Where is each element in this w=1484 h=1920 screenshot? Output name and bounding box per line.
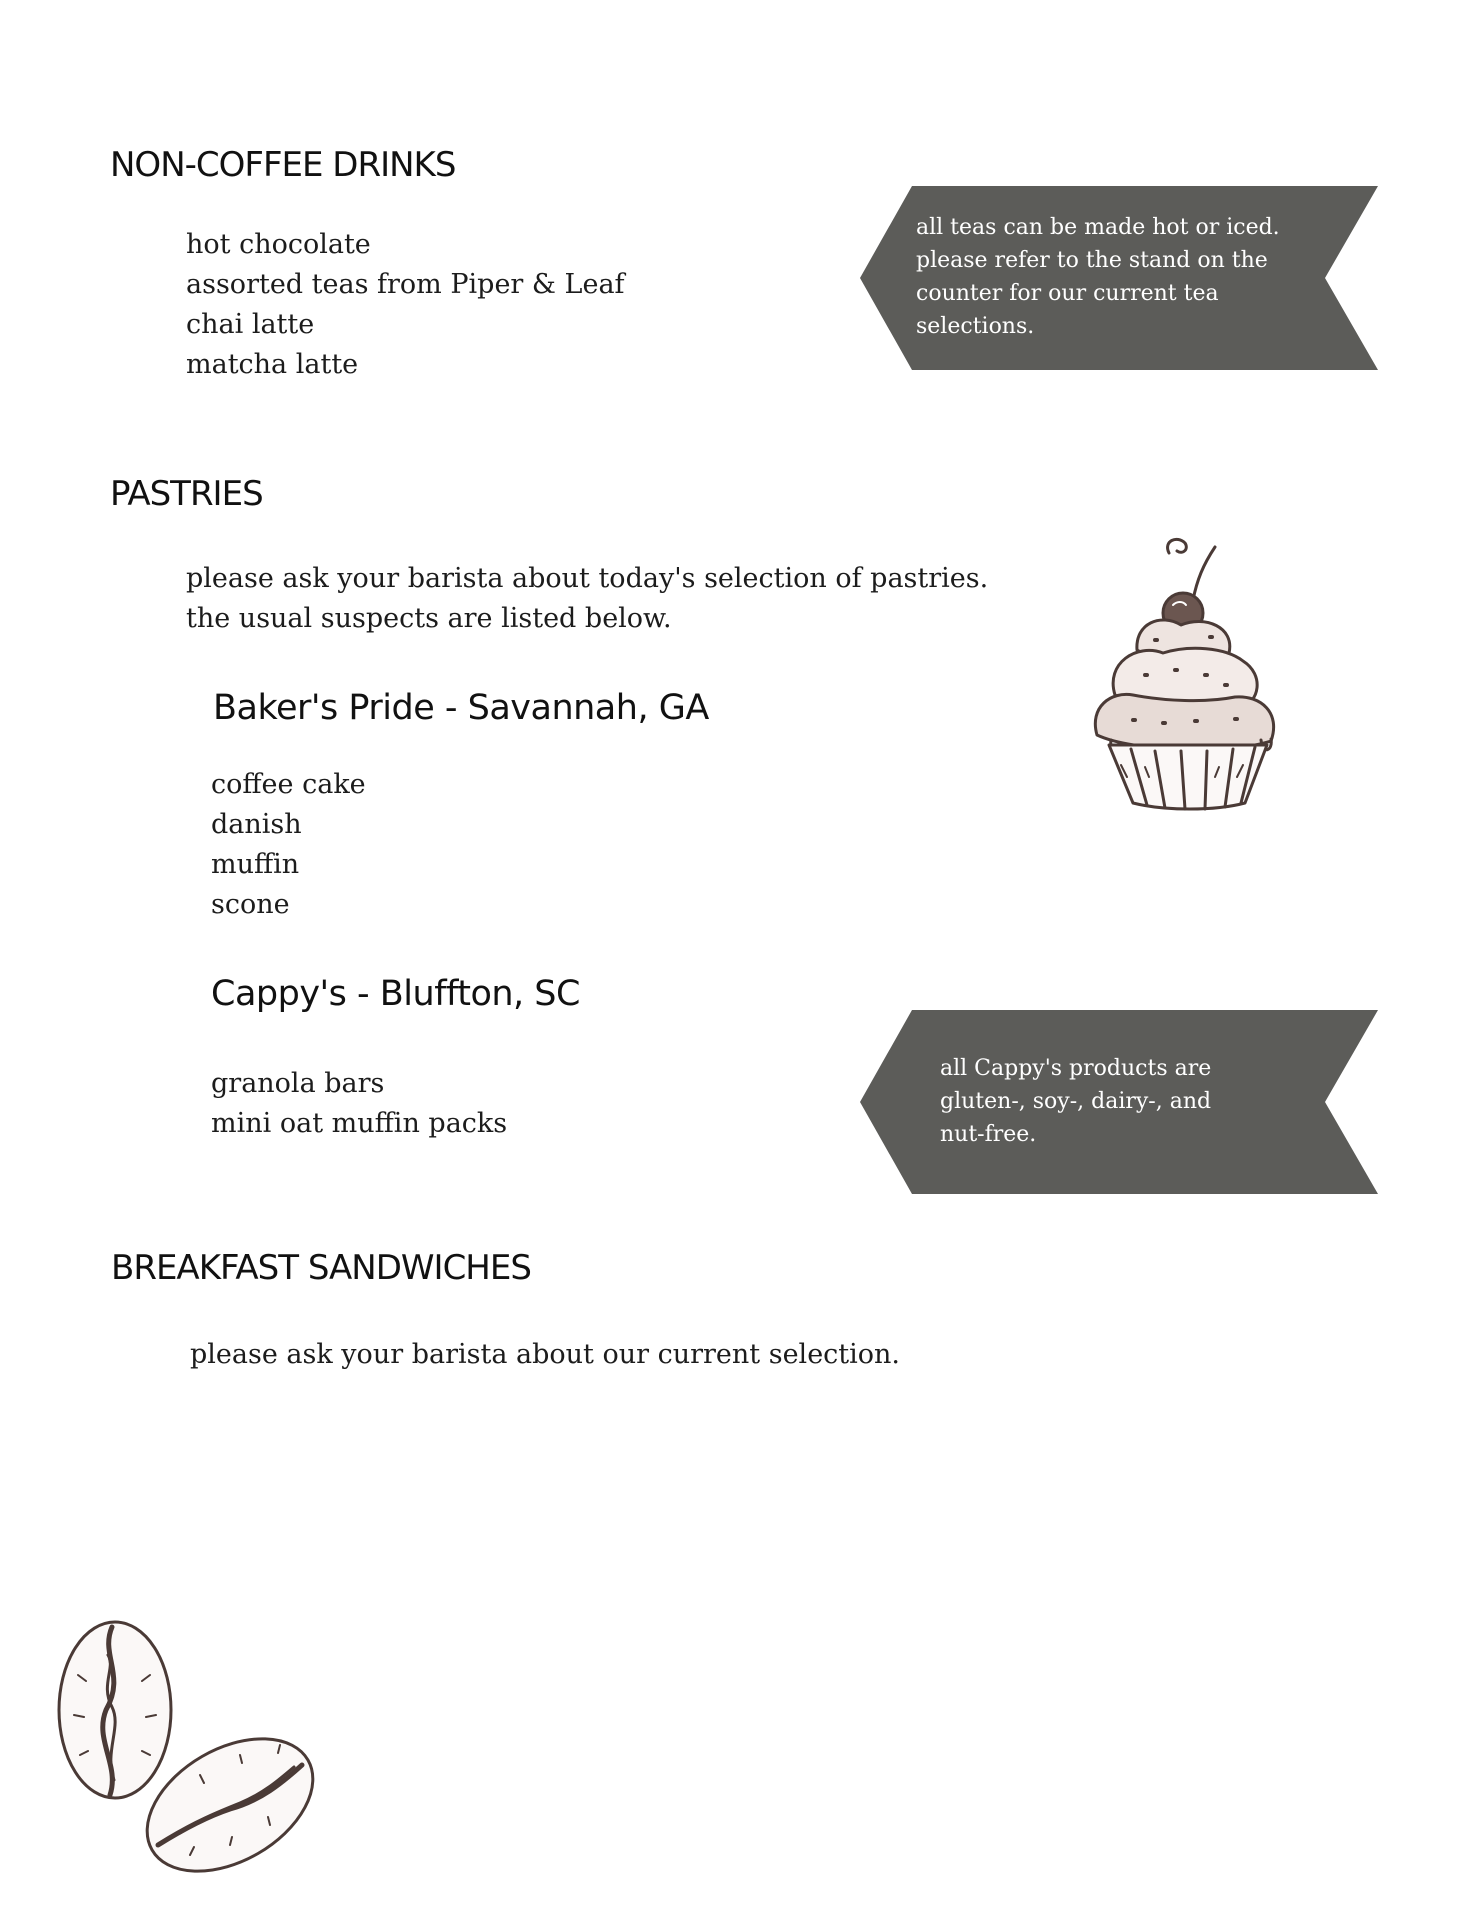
bakers-pride-heading: Baker's Pride - Savannah, GA [213, 688, 709, 728]
cappys-list [211, 1064, 507, 1144]
list-item: coffee cake [211, 769, 366, 800]
breakfast-heading: BREAKFAST SANDWICHES [111, 1248, 531, 1288]
cappys-heading: Cappy's - Bluffton, SC [211, 974, 580, 1014]
non-coffee-heading: NON-COFFEE DRINKS [110, 145, 456, 185]
cupcake-icon [1085, 535, 1285, 815]
list-item: matcha latte [186, 349, 359, 380]
tea-note-text: all teas can be made hot or iced. please refer to the stand on the counter for our current tea selections. [916, 215, 1280, 339]
list-item: muffin [211, 849, 300, 880]
list-item: chai latte [186, 309, 315, 340]
cappys-note-text: all Cappy's products are gluten-, soy-, dairy-, and nut-free. [940, 1056, 1212, 1147]
coffee-beans-icon [50, 1615, 320, 1880]
list-item: danish [211, 809, 302, 840]
list-item: hot chocolate [186, 229, 371, 260]
non-coffee-list [186, 225, 625, 385]
list-item: mini oat muffin packs [211, 1108, 508, 1139]
bakers-pride-list [211, 765, 366, 925]
list-item: granola bars [211, 1068, 385, 1099]
list-item: assorted teas from Piper & Leaf [186, 269, 625, 300]
pastries-intro: please ask your barista about today's selection of pastries. the usual suspects are listed below. [186, 563, 989, 634]
pastries-heading: PASTRIES [110, 474, 263, 514]
breakfast-text: please ask your barista about our current selection. [190, 1339, 901, 1370]
list-item: scone [211, 889, 290, 920]
